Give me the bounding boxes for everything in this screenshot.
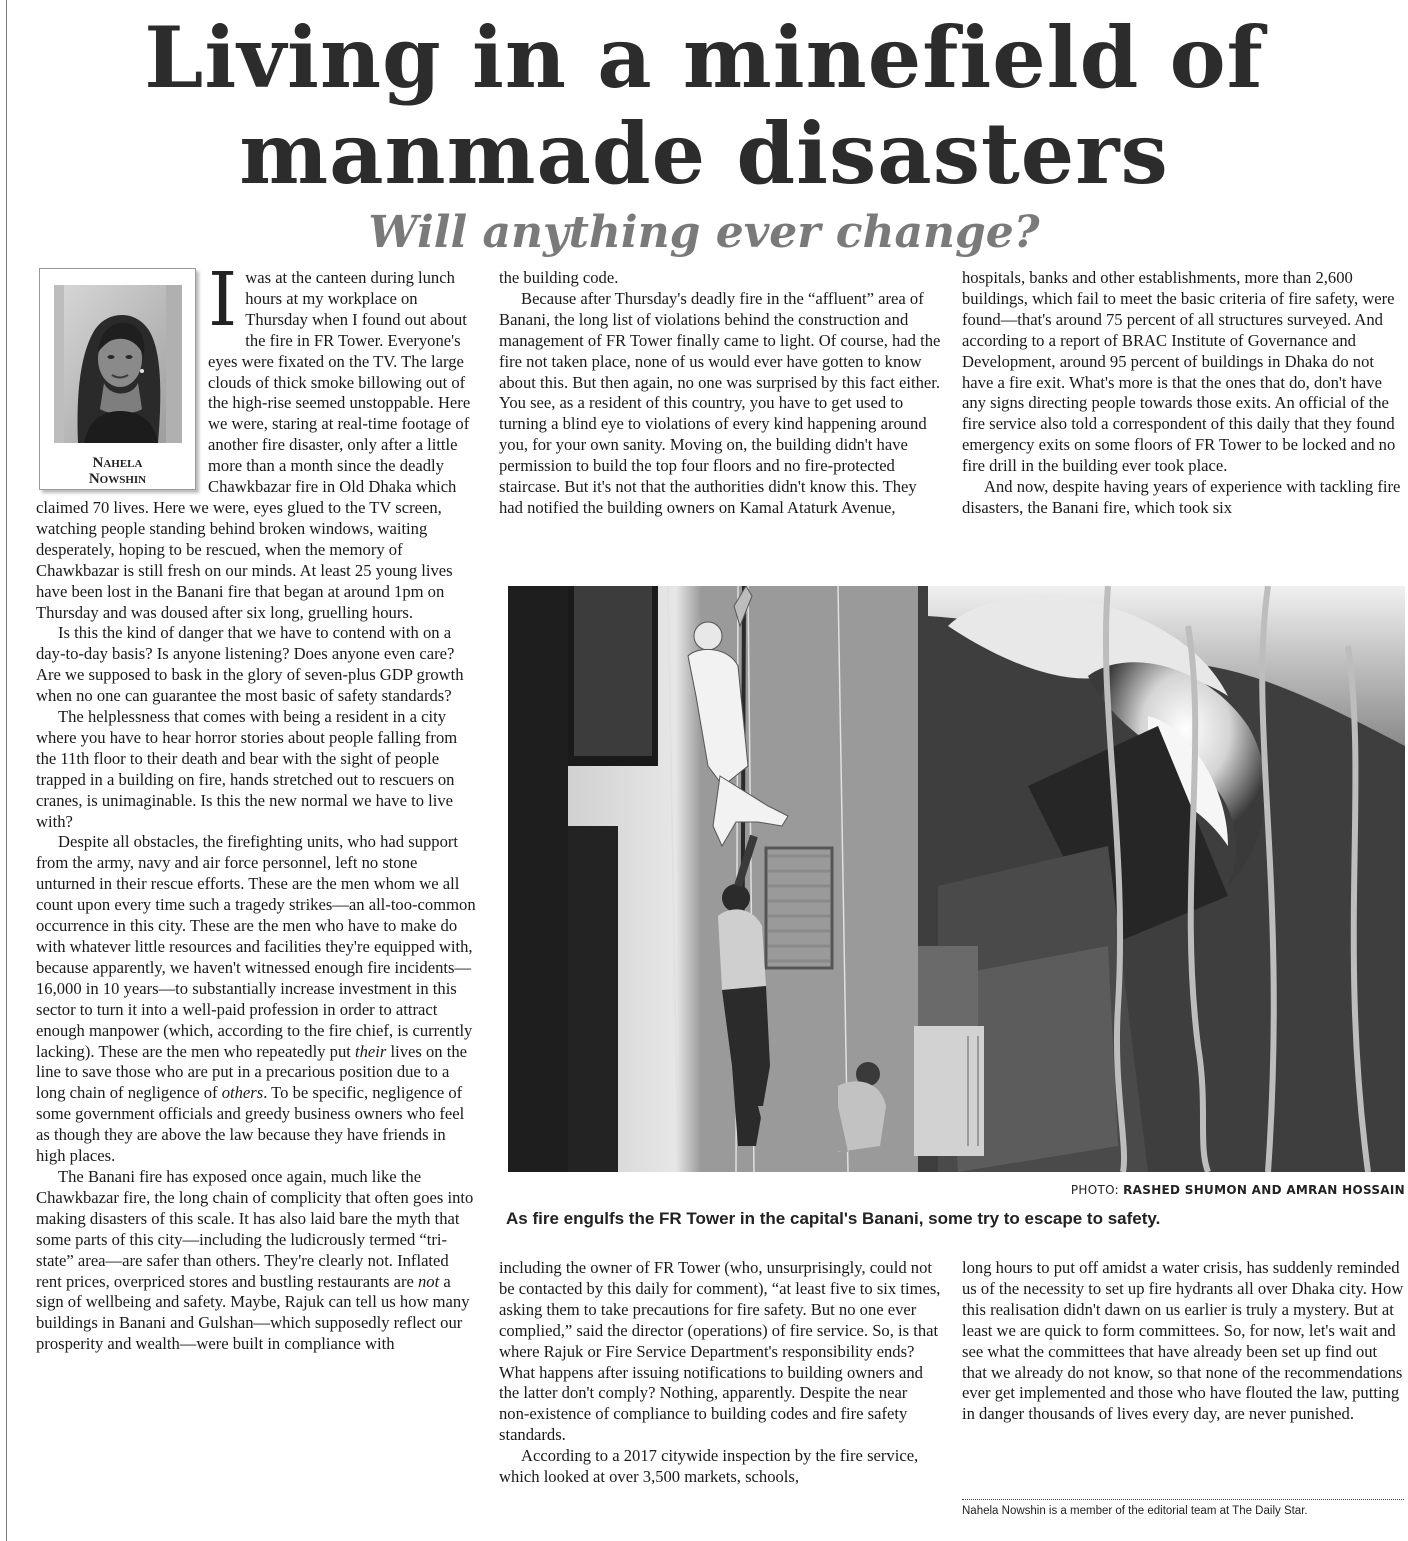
author-bio: Nahela Nowshin is a member of the editorial team at The Daily Star. bbox=[962, 1505, 1308, 1517]
credit-label: PHOTO: bbox=[1070, 1183, 1124, 1197]
headline-line-1: Living in a minefield of bbox=[144, 8, 1264, 107]
article-column-3-bottom bbox=[962, 1258, 1404, 1425]
author-box bbox=[39, 268, 196, 490]
paragraph: hospitals, banks and other establishments, more than 2,600 buildings, which fail to meet the basic criteria of fire safety, were found—that's around 75 percent of all structures surveyed. And according to a report of BRAC Institute of Governance and Development, around 95 percent of buildings in Dhaka do not have a fire exit. What's more is that the ones that do, don't have any signs directing people towards those exits. An official of the fire service also told a correspondent of this daily that they found emergency exits on some floors of FR Tower to be locked and no fire drill in the building ever took place. bbox=[962, 268, 1396, 476]
emphasis: not bbox=[417, 1271, 440, 1291]
paragraph: long hours to put off amidst a water crisis, has suddenly reminded us of the necessity to set up fire hydrants all over Dhaka city. How this realisation didn't dawn on us earlier is truly a mystery. But at least we are quick to form committees. So, for now, let's wait and see what the committees that have already been set up find out that we already do not know, so that none of the recommendations ever get implemented and those who have flouted the law, putting in danger thousands of lives every day, are never punished. bbox=[962, 1258, 1404, 1424]
paragraph: the building code. bbox=[499, 268, 619, 287]
lede-text: was at the canteen during lunch hours at my workplace on Thursday when I found out about the fire in FR Tower. Everyone's eyes were fixated on the TV. The large clouds of thick smoke billowing out of the high-rise seemed unstoppable. Here we were, staring at real-time footage of another fire disaster, only after a little more than a month since the deadly Chawkbazar fire in Old Dhaka which claimed 70 lives. Here we were, eyes glued to the TV screen, watching people standing behind broken windows, waiting desperately, hoping to be rescued, when the memory of Chawkbazar is still fresh on our minds. At least 25 young lives have been lost in the Banani fire that began at around 1pm on Thursday and was doused after six long, gruelling hours. bbox=[36, 268, 471, 622]
paragraph bbox=[36, 832, 476, 1167]
emphasis: others bbox=[221, 1083, 264, 1103]
article-column-2-bottom bbox=[499, 1258, 941, 1488]
headline bbox=[0, 10, 1408, 202]
photo-credit bbox=[1071, 1183, 1405, 1197]
headline-line-2: manmade disasters bbox=[239, 104, 1169, 203]
emphasis: their bbox=[355, 1041, 387, 1061]
text-run: lives on the line to save those who are put in a precarious position due to a long chain of negligence of bbox=[36, 1041, 468, 1103]
fire-photo bbox=[508, 586, 1405, 1172]
text-run: Despite all obstacles, the firefighting units, who had support from the army, navy and air force personnel, left no stone unturned in their rescue efforts. These are the men whom we all count upon every time such a tragedy strikes—an all-too-common occurrence in this city. These are the men who have to make do with whatever little resources and facilities they're equipped with, because apparently, we haven't witnessed enough fire incidents—16,000 in 10 years—to substantially increase investment in this sector to turn it into a well-paid profession in order to attract enough manpower (which, according to the fire chief, is currently lacking). These are the men who repeatedly put bbox=[36, 832, 476, 1061]
bio-divider bbox=[962, 1499, 1404, 1500]
author-last-name: Nowshin bbox=[88, 471, 147, 487]
article-column-1 bbox=[36, 257, 476, 1355]
paragraph: According to a 2017 citywide inspection by the fire service, which looked at over 3,500 markets, schools, bbox=[499, 1446, 919, 1487]
text-run: . To be specific, negligence of some government officials and greedy business owners who feel as though they are above the law because they have friends in high places. bbox=[36, 1083, 465, 1166]
paragraph: Because after Thursday's deadly fire in the “affluent” area of Banani, the long list of violations behind the construction and management of FR Tower finally came to light. Of course, had the fire not taken place, none of us would ever have gotten to know about this. But then again, no one was surprised by this fact either. You see, as a resident of this country, you have to get used to turning a blind eye to violations of every kind happening around you, for your own sanity. Moving on, the building didn't have permission to build the top four floors and no fire-protected staircase. But it's not that the authorities didn't know this. They had notified the building owners on Kamal Ataturk Avenue, bbox=[499, 288, 941, 517]
author-portrait bbox=[54, 285, 182, 443]
subheadline: Will anything ever change? bbox=[368, 207, 1040, 258]
paragraph bbox=[36, 1167, 476, 1355]
article-column-2-top bbox=[499, 268, 941, 519]
author-first-name: Nahela bbox=[92, 455, 143, 471]
drop-cap: I bbox=[208, 257, 238, 343]
author-name bbox=[54, 455, 181, 487]
photo-caption: As fire engulfs the FR Tower in the capital's Banani, some try to escape to safety. bbox=[506, 1209, 1161, 1228]
text-run: The Banani fire has exposed once again, much like the Chawkbazar fire, the long chain of complicity that often goes into making disasters of this scale. It has also laid bare the myth that some parts of this city—including the ludicrously termed “tri-state” area—are safer than others. They're clearly not. Inflated rent prices, overpriced stores and bustling restaurants are bbox=[36, 1166, 474, 1291]
paragraph: including the owner of FR Tower (who, unsurprisingly, could not be contacted by this daily for comment), “at least five to six times, asking them to take precautions for fire safety. But no one ever complied,” said the director (operations) of fire service. So, is that where Rajuk or Fire Service Department's responsibility ends? What happens after issuing notifications to building owners and the latter don't comply? Nothing, apparently. Despite the near non-existence of compliance to building codes and fire safety standards. bbox=[499, 1258, 941, 1445]
credit-names: RASHED SHUMON AND AMRAN HOSSAIN bbox=[1123, 1183, 1405, 1197]
article-column-3-top bbox=[962, 268, 1404, 519]
paragraph: The helplessness that comes with being a resident in a city where you have to hear horror stories about people falling from the 11th floor to their death and bear with the sight of people trapped in a building on fire, hands stretched out to rescuers on cranes, is unimaginable. Is this the new normal we have to live with? bbox=[36, 707, 458, 831]
text-run: a sign of wellbeing and safety. Maybe, Rajuk can tell us how many buildings in Banani and Gulshan—which supposedly reflect our prosperity and wealth—were built in compliance with bbox=[36, 1271, 470, 1354]
paragraph: Is this the kind of danger that we have to contend with on a day-to-day basis? Is anyone listening? Does anyone even care? Are we supposed to bask in the glory of seven-plus GDP growth when no one can guarantee the most basic of safety standards? bbox=[36, 623, 464, 706]
paragraph: And now, despite having years of experience with tackling fire disasters, the Banani fire, which took six bbox=[962, 477, 1401, 517]
